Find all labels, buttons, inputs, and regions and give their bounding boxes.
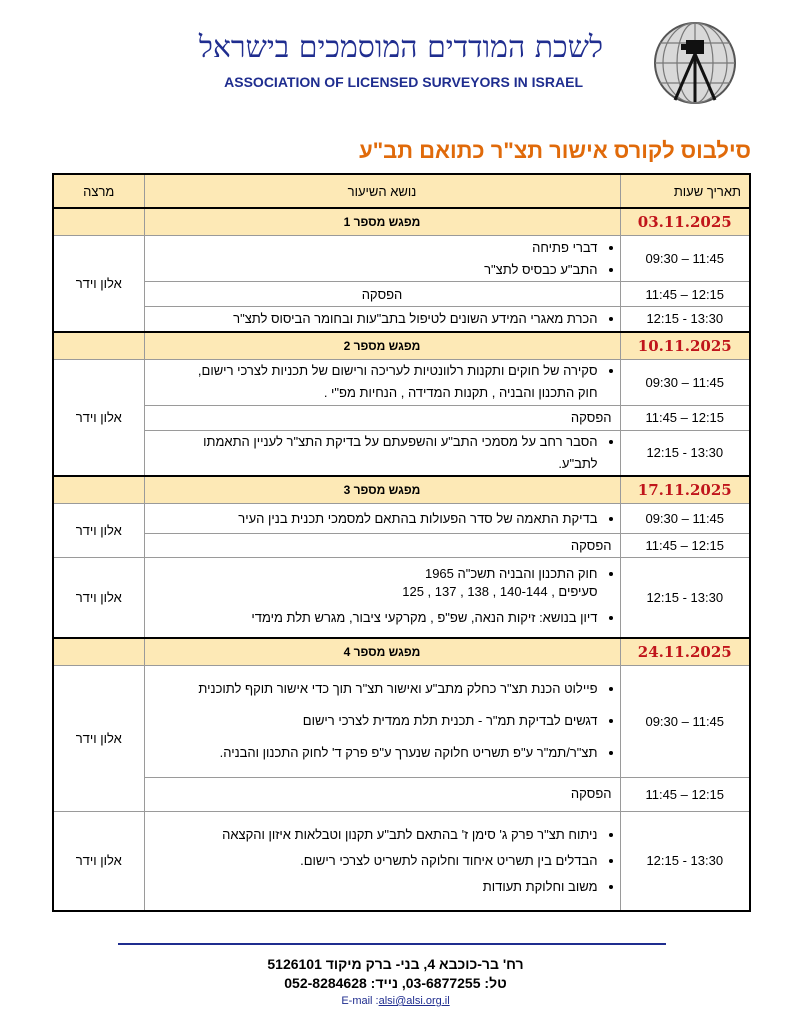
lecturer-cell: אלון וידר <box>53 504 144 558</box>
session-topic <box>144 558 620 638</box>
list-item: • משוב וחלוקת תעודות <box>153 874 598 900</box>
table-row <box>53 359 750 405</box>
session-time: 12:15 - 13:30 <box>620 558 750 638</box>
syllabus-table <box>52 173 751 912</box>
email-link[interactable]: alsi@alsi.org.il <box>378 995 450 1007</box>
meeting-row <box>53 638 750 666</box>
meeting-title: מפגש מספר 1 <box>144 208 620 236</box>
table-row <box>53 307 750 332</box>
table-row <box>53 282 750 307</box>
session-time: 11:45 – 12:15 <box>620 282 750 307</box>
footer-address: רח' בר-כוכבא 4, בני- ברק מיקוד 5126101 <box>267 956 524 972</box>
session-time: 11:45 – 12:15 <box>620 534 750 558</box>
association-logo <box>650 18 740 108</box>
lecturer-cell: אלון וידר <box>53 558 144 638</box>
header-topic: נושא השיעור <box>144 174 620 208</box>
list-item: • בדיקת התאמה של סדר הפעולות בהתאם למסמכי תכנית בנין העיר <box>153 508 598 530</box>
lecturer-cell: אלון וידר <box>53 236 144 332</box>
list-item: • הסבר רחב על מסמכי התב"ע והשפעתם על בדיקת התצ"ר לעניין התאמתו לתב"ע. <box>153 431 598 475</box>
meeting-row <box>53 208 750 236</box>
table-header-row <box>53 174 750 208</box>
lecturer-cell: אלון וידר <box>53 359 144 476</box>
table-row <box>53 430 750 476</box>
list-item: • סקירה של חוקים ותקנות רלוונטיות לעריכה ורישום של תכניות לצרכי רישום, חוק התכנון והבניה , תקנות המדידה , הנחיות מפ"י . <box>153 360 598 404</box>
table-row <box>53 665 750 777</box>
session-topic <box>144 430 620 476</box>
session-topic <box>144 811 620 911</box>
list-item: • ניתוח תצ"ר פרק ג' סימן ז' בהתאם לתב"ע תקנון וטבלאות איזון והקצאה <box>153 822 598 848</box>
list-item: • דברי פתיחה <box>153 237 598 259</box>
footer-divider <box>118 943 666 945</box>
table-row <box>53 405 750 430</box>
list-item: • חוק התכנון והבניה תשכ"ה 1965 סעיפים , 140-144 , 138 , 137 , 125 <box>153 565 598 601</box>
meeting-title: מפגש מספר 3 <box>144 476 620 504</box>
header-time: תאריך שעות <box>620 174 750 208</box>
table-row <box>53 811 750 911</box>
break-label: הפסקה <box>144 282 620 307</box>
session-time: 12:15 - 13:30 <box>620 811 750 911</box>
list-item: • תצ"ר/תמ"ר ע"פ תשריט חלוקה שנערך ע"פ פרק ד' לחוק התכנון והבניה. <box>153 737 598 769</box>
session-topic <box>144 504 620 534</box>
meeting-title: מפגש מספר 2 <box>144 332 620 360</box>
org-name-english: ASSOCIATION OF LICENSED SURVEYORS IN ISRAEL <box>224 74 583 90</box>
session-topic <box>144 665 620 777</box>
session-time: 11:45 – 12:15 <box>620 777 750 811</box>
page-title: סילבוס לקורס אישור תצ"ר כתואם תב"ע <box>359 138 751 163</box>
lecturer-cell: אלון וידר <box>53 665 144 811</box>
session-time: 12:15 - 13:30 <box>620 307 750 332</box>
list-item: • דיון בנושא: זיקות הנאה, שפ"פ , מקרקעי ציבור, מגרש תלת מימדי <box>153 607 598 629</box>
meeting-date: 24.11.2025 <box>620 638 750 666</box>
list-item: • התב"ע כבסיס לתצ"ר <box>153 259 598 281</box>
session-time: 09:30 – 11:45 <box>620 359 750 405</box>
break-label: הפסקה <box>144 405 620 430</box>
session-topic <box>144 307 620 332</box>
table-row <box>53 236 750 282</box>
session-time: 12:15 - 13:30 <box>620 430 750 476</box>
meeting-date: 03.11.2025 <box>620 208 750 236</box>
lecturer-cell: אלון וידר <box>53 811 144 911</box>
break-label: הפסקה <box>144 777 620 811</box>
break-label: הפסקה <box>144 534 620 558</box>
table-row <box>53 558 750 638</box>
list-item: • הכרת מאגרי המידע השונים לטיפול בתב"עות ובחומר הביסוס לתצ"ר <box>153 308 598 330</box>
session-time: 09:30 – 11:45 <box>620 504 750 534</box>
footer-phones: טל: 03-6877255, נייד: 052-8284628 <box>284 975 507 991</box>
email-label: E-mail : <box>341 995 379 1007</box>
session-time: 09:30 – 11:45 <box>620 665 750 777</box>
session-time: 09:30 – 11:45 <box>620 236 750 282</box>
footer-email <box>0 995 791 1007</box>
meeting-row <box>53 332 750 360</box>
session-time: 11:45 – 12:15 <box>620 405 750 430</box>
table-row <box>53 534 750 558</box>
meeting-date: 10.11.2025 <box>620 332 750 360</box>
table-row <box>53 504 750 534</box>
org-name-hebrew: לשכת המודדים המוסמכים בישראל <box>198 30 603 65</box>
list-item: • דגשים לבדיקת תמ"ר - תכנית תלת ממדית לצרכי רישום <box>153 705 598 737</box>
table-row <box>53 777 750 811</box>
meeting-row <box>53 476 750 504</box>
meeting-date: 17.11.2025 <box>620 476 750 504</box>
list-item: • פיילוט הכנת תצ"ר כחלק מתב"ע ואישור תצ"ר תוך כדי אישור תוקף לתוכנית <box>153 673 598 705</box>
session-topic <box>144 236 620 282</box>
list-item: • הבדלים בין תשריט איחוד וחלוקה לתשריט לצרכי רישום. <box>153 848 598 874</box>
header-lecturer: מרצה <box>53 174 144 208</box>
session-topic <box>144 359 620 405</box>
meeting-title: מפגש מספר 4 <box>144 638 620 666</box>
